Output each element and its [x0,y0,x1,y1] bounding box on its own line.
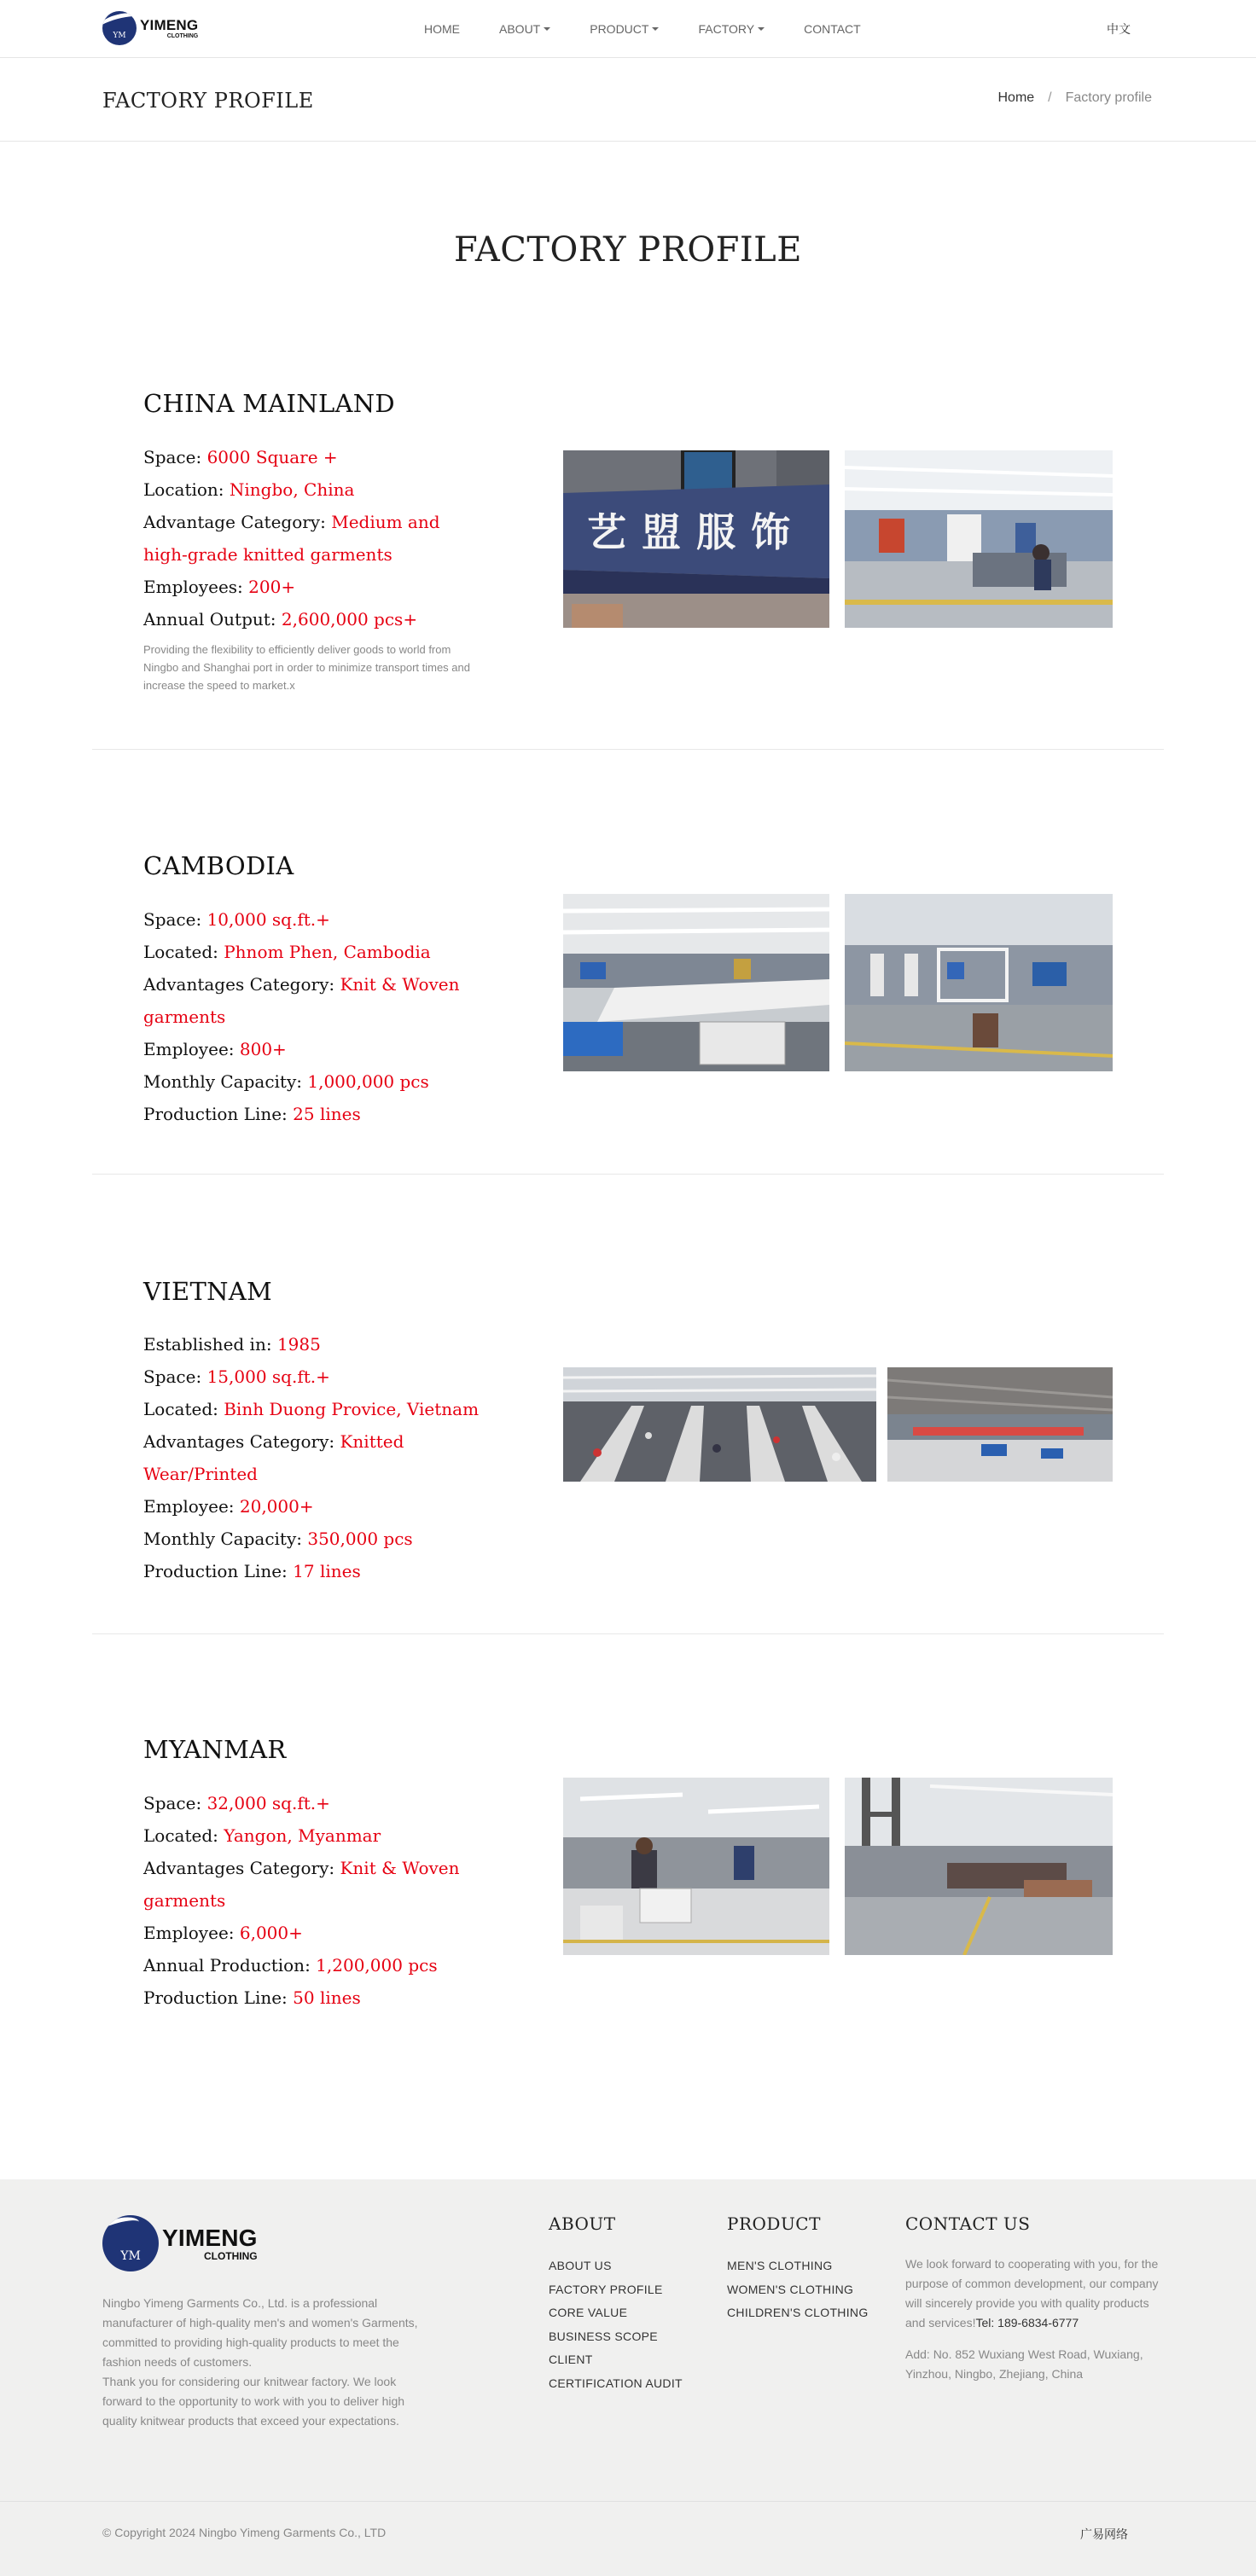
info-label: Space: [143,447,207,467]
factory-photo-hall [563,894,829,1071]
footer-divider [0,2501,1256,2502]
footer-heading: ABOUT [549,2213,616,2234]
info-label: Located: [143,1399,224,1419]
info-value: 1,200,000 pcs [316,1955,438,1976]
footer-product-column [727,2213,869,2325]
contact-phone[interactable]: Tel: 189-6834-6777 [975,2316,1079,2329]
info-label: Advantage Category: [143,512,332,532]
info-value: 800+ [239,1039,287,1059]
info-label: Monthly Capacity: [143,1071,308,1092]
footer-heading: CONTACT US [905,2213,1031,2234]
section-divider [92,749,1164,750]
info-value: 15,000 sq.ft.+ [206,1366,330,1387]
info-label: Annual Production: [143,1955,317,1976]
footer-link-womens[interactable]: WOMEN'S CLOTHING [727,2282,854,2296]
info-label: Advantages Category: [143,974,340,995]
footer-link-about-us[interactable]: ABOUT US [549,2259,612,2272]
info-value: 6000 Square + [206,447,338,467]
info-label: Production Line: [143,1104,294,1124]
language-switch[interactable]: 中文 [1107,23,1131,37]
info-label: Space: [143,909,207,930]
factory-info [143,1787,485,2014]
info-value: Ningbo, China [229,479,355,500]
breadcrumb [997,90,1152,106]
footer-heading: PRODUCT [727,2213,821,2234]
factory-photo-line [845,894,1113,1071]
info-value: 32,000 sq.ft.+ [206,1793,330,1813]
logo-text: YIMENG [162,2224,258,2251]
info-label: Location: [143,479,230,500]
main-menu [424,0,900,58]
footer-about-text [102,2294,435,2431]
footer-logo[interactable] [102,2215,258,2271]
nav-about[interactable]: ABOUT [499,22,550,36]
factory-title: CAMBODIA [143,851,294,880]
factory-title: VIETNAM [143,1277,273,1306]
nav-contact[interactable]: CONTACT [804,22,861,36]
info-label: Annual Output: [143,609,282,629]
info-label: Established in: [143,1334,277,1355]
info-value: 200+ [248,577,296,597]
factory-photo-sewing-floor [563,1367,876,1482]
factory-photo-warehouse [887,1367,1113,1482]
factory-photo-racks [845,1778,1113,1955]
info-value: Binh Duong Provice, Vietnam [224,1399,480,1419]
info-label: Space: [143,1793,207,1813]
info-label: Employee: [143,1039,240,1059]
info-value: Knit & Woven garments [143,974,460,1027]
footer-about-paragraph: Ningbo Yimeng Garments Co., Ltd. is a professional manufacturer of high-quality men's and women's Garments, committed to providing high-quality products to meet the fashion needs of customers. [102,2296,418,2369]
section-divider [92,1174,1164,1175]
info-label: Space: [143,1366,207,1387]
factory-photo-workshop [845,450,1113,628]
footer-brand-link[interactable]: 广易网络 [1080,2528,1128,2542]
nav-home[interactable]: HOME [424,22,460,36]
factory-title: MYANMAR [143,1735,287,1764]
footer-link-mens[interactable]: MEN'S CLOTHING [727,2259,833,2272]
info-label: Employee: [143,1923,240,1943]
logo-subtext: CLOTHING [166,32,199,39]
info-label: Production Line: [143,1561,294,1581]
info-label: Located: [143,1825,224,1846]
factory-info [143,903,485,1130]
factory-info [143,1328,485,1587]
nav-factory[interactable]: FACTORY [698,22,765,36]
footer-link-business-scope[interactable]: BUSINESS SCOPE [549,2329,658,2343]
contact-message: We look forward to cooperating with you, for the purpose of common development, our company will sincerely provide you with quality products and services! [905,2257,1159,2329]
section-heading: FACTORY PROFILE [454,230,802,270]
footer-about-paragraph: Thank you for considering our knitwear factory. We look forward to the opportunity to work with you to deliver high quality knitwear products that exceed your expectations. [102,2375,405,2428]
info-value: 2,600,000 pcs+ [281,609,418,629]
info-label: Advantages Category: [143,1858,340,1878]
breadcrumb-current: Factory profile [1065,90,1152,105]
factory-info [143,441,485,694]
contact-address: Add: No. 852 Wuxiang West Road, Wuxiang, Yinzhou, Ningbo, Zhejiang, China [905,2347,1143,2381]
info-value: 20,000+ [239,1496,314,1517]
info-value: 25 lines [293,1104,361,1124]
info-label: Employees: [143,577,249,597]
info-value: Medium and high-grade knitted garments [143,512,440,565]
info-label: Advantages Category: [143,1431,340,1452]
info-label: Production Line: [143,1987,294,2008]
footer-link-client[interactable]: CLIENT [549,2353,593,2366]
info-value: Knit & Woven garments [143,1858,460,1911]
info-value: 350,000 pcs [307,1529,413,1549]
info-value: 50 lines [293,1987,361,2008]
page-header-bar [0,58,1256,142]
factory-photo-signboard [563,450,829,628]
breadcrumb-separator: / [1048,90,1052,105]
info-value: 1985 [276,1334,321,1355]
info-label: Employee: [143,1496,240,1517]
breadcrumb-home[interactable]: Home [997,90,1035,105]
footer-about-column [549,2213,683,2395]
logo-subtext: CLOTHING [203,2249,258,2262]
info-value: Yangon, Myanmar [224,1825,381,1846]
info-value: Knitted Wear/Printed [143,1431,404,1484]
copyright: © Copyright 2024 Ningbo Yimeng Garments Co., LTD [102,2526,387,2539]
footer-link-childrens[interactable]: CHILDREN'S CLOTHING [727,2306,869,2319]
section-divider [92,1633,1164,1634]
nav-product[interactable]: PRODUCT [590,22,659,36]
footer [0,2179,1256,2576]
factory-title: CHINA MAINLAND [143,389,395,418]
signboard-text: 艺盟服饰 [587,509,805,555]
chevron-down-icon [652,27,659,31]
info-value: 6,000+ [239,1923,303,1943]
header-logo[interactable] [102,11,198,45]
info-value: 1,000,000 pcs [307,1071,429,1092]
page-title: FACTORY PROFILE [102,89,314,113]
factory-photo-workers [563,1778,829,1955]
footer-contact-text [905,2254,1161,2333]
factory-description: Providing the flexibility to efficiently deliver goods to world from Ningbo and Shanghai port in order to minimize transport times and increase the speed to market.x [143,643,470,692]
chevron-down-icon [544,27,550,31]
logo-emblem-icon: YM [102,11,137,45]
logo-text: YIMENG [140,16,199,33]
info-value: 10,000 sq.ft.+ [206,909,330,930]
info-label: Located: [143,942,224,962]
footer-contact-column [905,2213,1161,2384]
info-value: Phnom Phen, Cambodia [224,942,431,962]
top-navbar [0,0,1256,58]
info-value: 17 lines [293,1561,361,1581]
chevron-down-icon [758,27,765,31]
footer-link-core-value[interactable]: CORE VALUE [549,2306,628,2319]
footer-link-certification[interactable]: CERTIFICATION AUDIT [549,2376,683,2390]
footer-link-factory-profile[interactable]: FACTORY PROFILE [549,2282,663,2296]
logo-emblem-icon: YM [102,2215,159,2271]
info-label: Monthly Capacity: [143,1529,308,1549]
